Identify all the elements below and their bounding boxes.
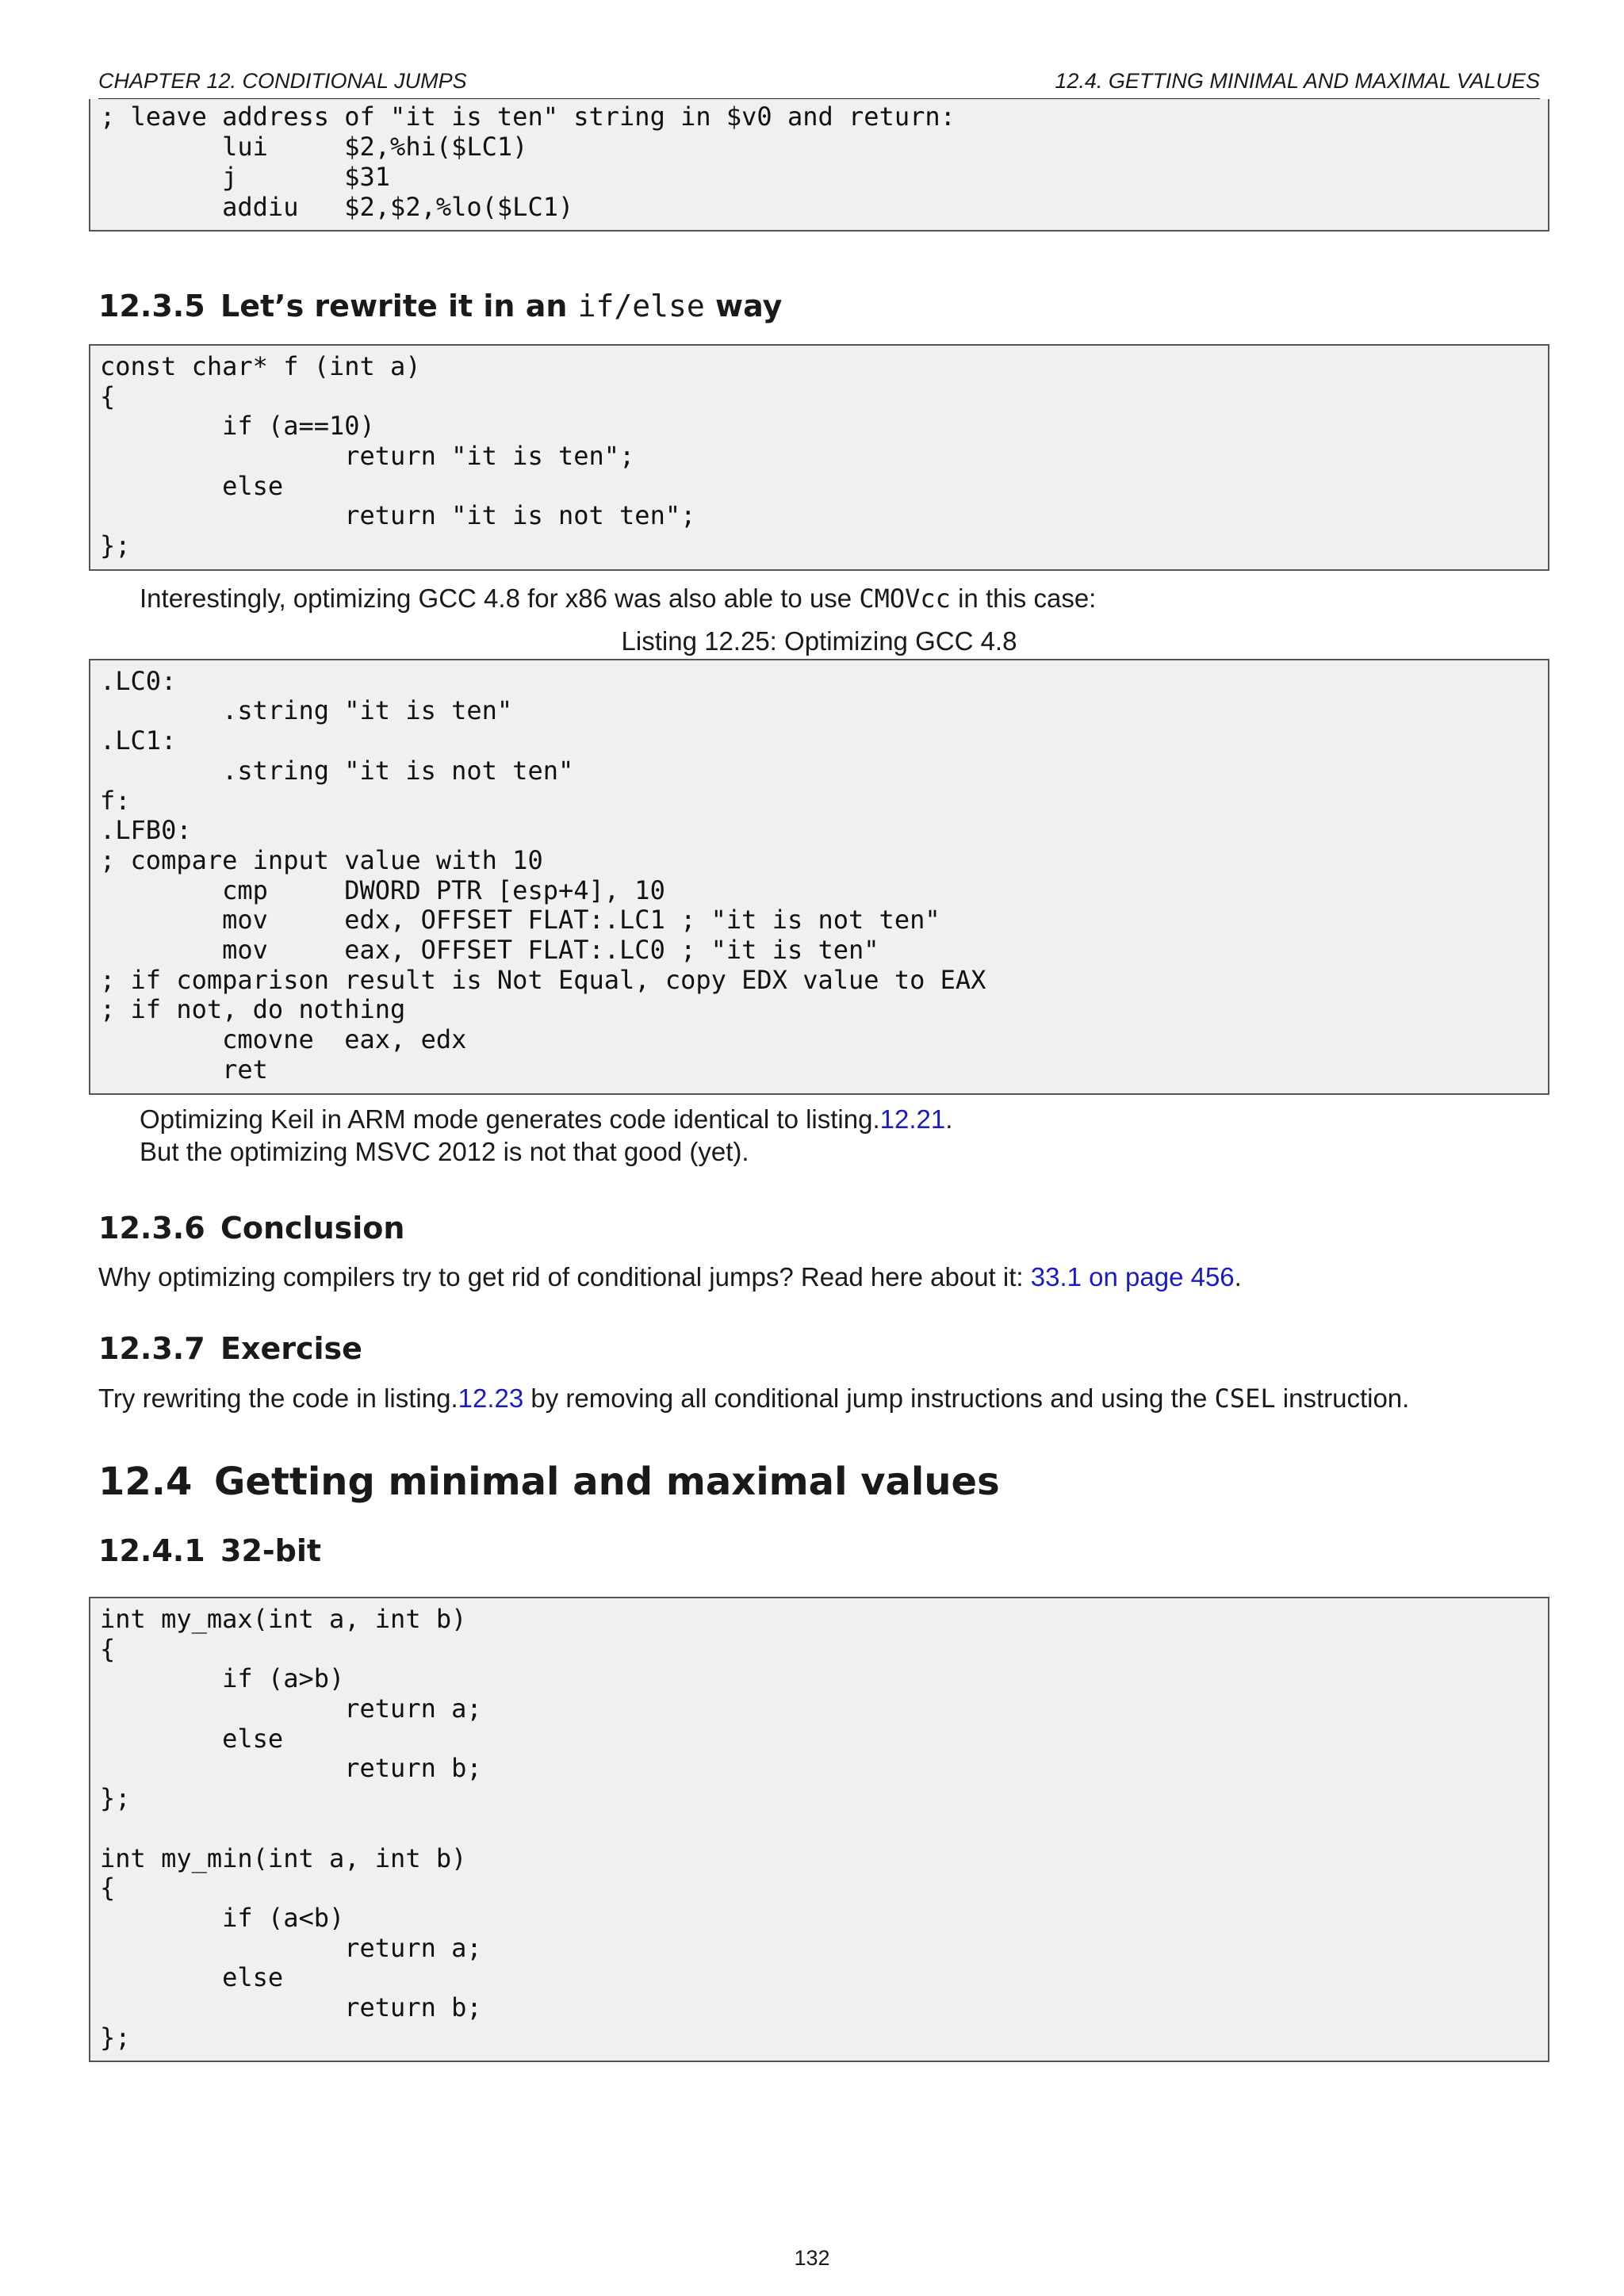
header-chapter: CHAPTER 12. CONDITIONAL JUMPS bbox=[98, 69, 467, 93]
heading-number: 12.4.1 bbox=[98, 1533, 205, 1569]
header-section: 12.4. GETTING MINIMAL AND MAXIMAL VALUES bbox=[1055, 69, 1540, 93]
heading-12-4 bbox=[98, 1460, 1540, 1506]
paragraph-exercise bbox=[98, 1382, 1540, 1415]
paragraph-text-middle: by removing all conditional jump instructions and using the bbox=[523, 1383, 1215, 1413]
link-page-456[interactable]: 33.1 on page 456 bbox=[1030, 1262, 1235, 1292]
paragraph-text: Optimizing Keil in ARM mode generates code identical to listing. bbox=[140, 1104, 880, 1134]
paragraph-cmovcc bbox=[98, 582, 1540, 615]
heading-number: 12.3.6 bbox=[98, 1210, 205, 1246]
paragraph-text: Try rewriting the code in listing. bbox=[98, 1383, 458, 1413]
heading-text: Exercise bbox=[220, 1331, 362, 1367]
paragraph-msvc: But the optimizing MSVC 2012 is not that good (yet). bbox=[140, 1136, 749, 1166]
paragraph-text: Interestingly, optimizing GCC 4.8 for x86 was also able to use bbox=[140, 583, 860, 613]
page-number: 132 bbox=[794, 2246, 830, 2270]
paragraph-text-suffix: instruction. bbox=[1275, 1383, 1410, 1413]
heading-number: 12.3.7 bbox=[98, 1331, 205, 1367]
code-block-if-else: const char* f (int a) { if (a==10) return "it is ten"; else return "it is not ten"; }; bbox=[89, 344, 1549, 571]
heading-text: Conclusion bbox=[220, 1210, 405, 1246]
paragraph-text: Why optimizing compilers try to get rid of conditional jumps? Read here about it: bbox=[98, 1262, 1031, 1292]
heading-text-suffix: way bbox=[704, 289, 783, 324]
paragraph-text-suffix: in this case: bbox=[950, 583, 1097, 613]
page bbox=[98, 68, 1540, 2062]
listing-caption: Listing 12.25: Optimizing GCC 4.8 bbox=[621, 626, 1017, 656]
code-block-listing-12-25: .LC0: .string "it is ten" .LC1: .string "it is not ten" f: .LFB0: ; compare input value with 10 cmp DWORD PTR [esp+4], 10 mov edx, OFFSET FLAT:.LC1 ; "it is not ten" mov eax, OFFSET FLAT:.LC0 ; "it is ten" ; if comparison result is Not Equal, copy EDX value to EAX ; if not, do nothing cmovne eax, edx ret bbox=[89, 659, 1549, 1095]
link-listing-12-23[interactable]: 12.23 bbox=[458, 1383, 524, 1413]
heading-code: if/else bbox=[577, 289, 705, 324]
inline-code: CSEL bbox=[1214, 1383, 1276, 1414]
heading-text: Let’s rewrite it in an bbox=[220, 289, 578, 324]
link-listing-12-21[interactable]: 12.21 bbox=[879, 1104, 946, 1134]
running-header bbox=[98, 68, 1540, 99]
paragraph-text-suffix: . bbox=[1234, 1262, 1242, 1292]
heading-text: Getting minimal and maximal values bbox=[214, 1459, 1000, 1504]
heading-12-3-6 bbox=[98, 1211, 1540, 1247]
heading-number: 12.3.5 bbox=[98, 289, 205, 324]
heading-12-3-7 bbox=[98, 1331, 1540, 1368]
paragraph-text-suffix: . bbox=[945, 1104, 953, 1134]
inline-code: CMOVcc bbox=[859, 583, 951, 614]
paragraph-keil bbox=[98, 1103, 1540, 1135]
code-block-mips-tail: ; leave address of "it is ten" string in $v0 and return: lui $2,%hi($LC1) j $31 addiu $2,$2,%lo($LC1) bbox=[89, 99, 1549, 232]
code-block-min-max: int my_max(int a, int b) { if (a>b) return a; else return b; }; int my_min(int a, int b) { if (a<b) return a; else return b; }; bbox=[89, 1597, 1549, 2063]
heading-text: 32-bit bbox=[220, 1533, 322, 1569]
heading-12-3-5 bbox=[98, 289, 1540, 325]
paragraph-conclusion bbox=[98, 1261, 1540, 1293]
heading-number: 12.4 bbox=[98, 1459, 193, 1504]
heading-12-4-1 bbox=[98, 1533, 1540, 1570]
